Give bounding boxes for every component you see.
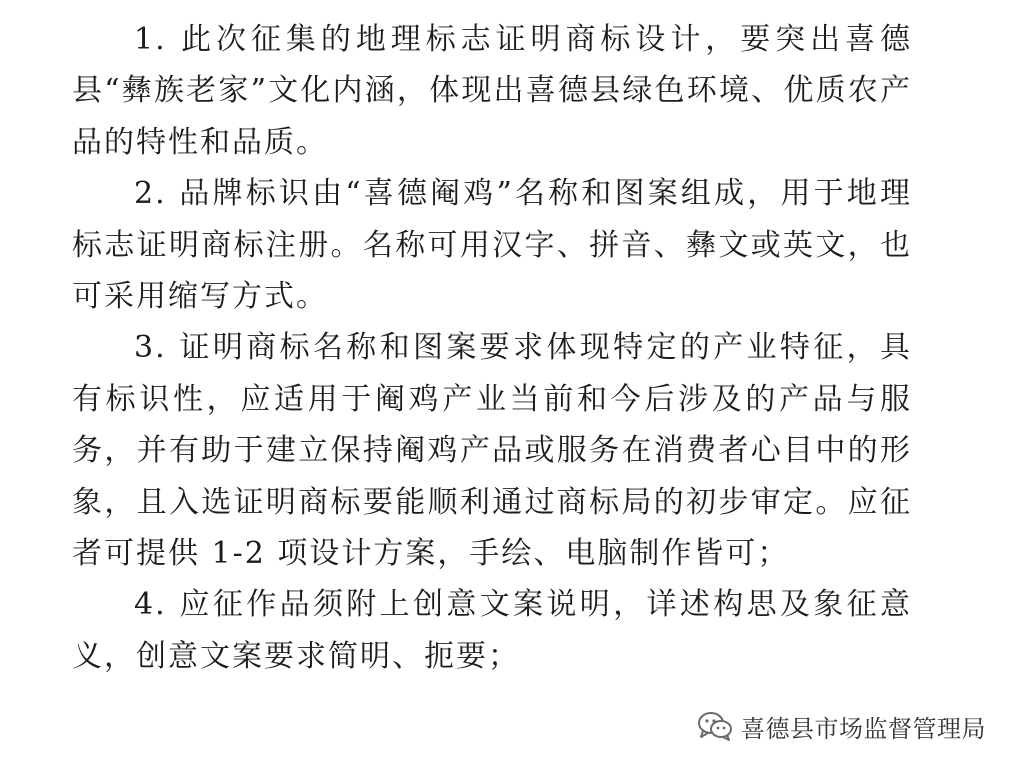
paragraph-1: 1. 此次征集的地理标志证明商标设计，要突出喜德县“彝族老家”文化内涵，体现出喜德县绿色环境、优质农产品的特性和品质。 — [72, 22, 912, 160]
paragraph-3: 3. 证明商标名称和图案要求体现特定的产业特征，具有标识性，应适用于阉鸡产业当前和今后涉及的产品与服务，并有助于建立保持阉鸡产品或服务在消费者心目中的形象，且入选证明商标要能顺利通过商标局的初步审定。应征者可提供 1-2 项设计方案，手绘、电脑制作皆可； — [72, 330, 912, 572]
paragraph-4: 4. 应征作品须附上创意文案说明，详述构思及象征意义，创意文案要求简明、扼要； — [72, 587, 912, 674]
paragraph-2: 2. 品牌标识由“喜德阉鸡”名称和图案组成，用于地理标志证明商标注册。名称可用汉字、拼音、彝文或英文，也可采用缩写方式。 — [72, 176, 912, 315]
wechat-icon — [697, 711, 733, 741]
document-body — [72, 14, 912, 682]
watermark — [697, 708, 986, 744]
watermark-text: 喜德县市场监督管理局 — [741, 714, 986, 743]
